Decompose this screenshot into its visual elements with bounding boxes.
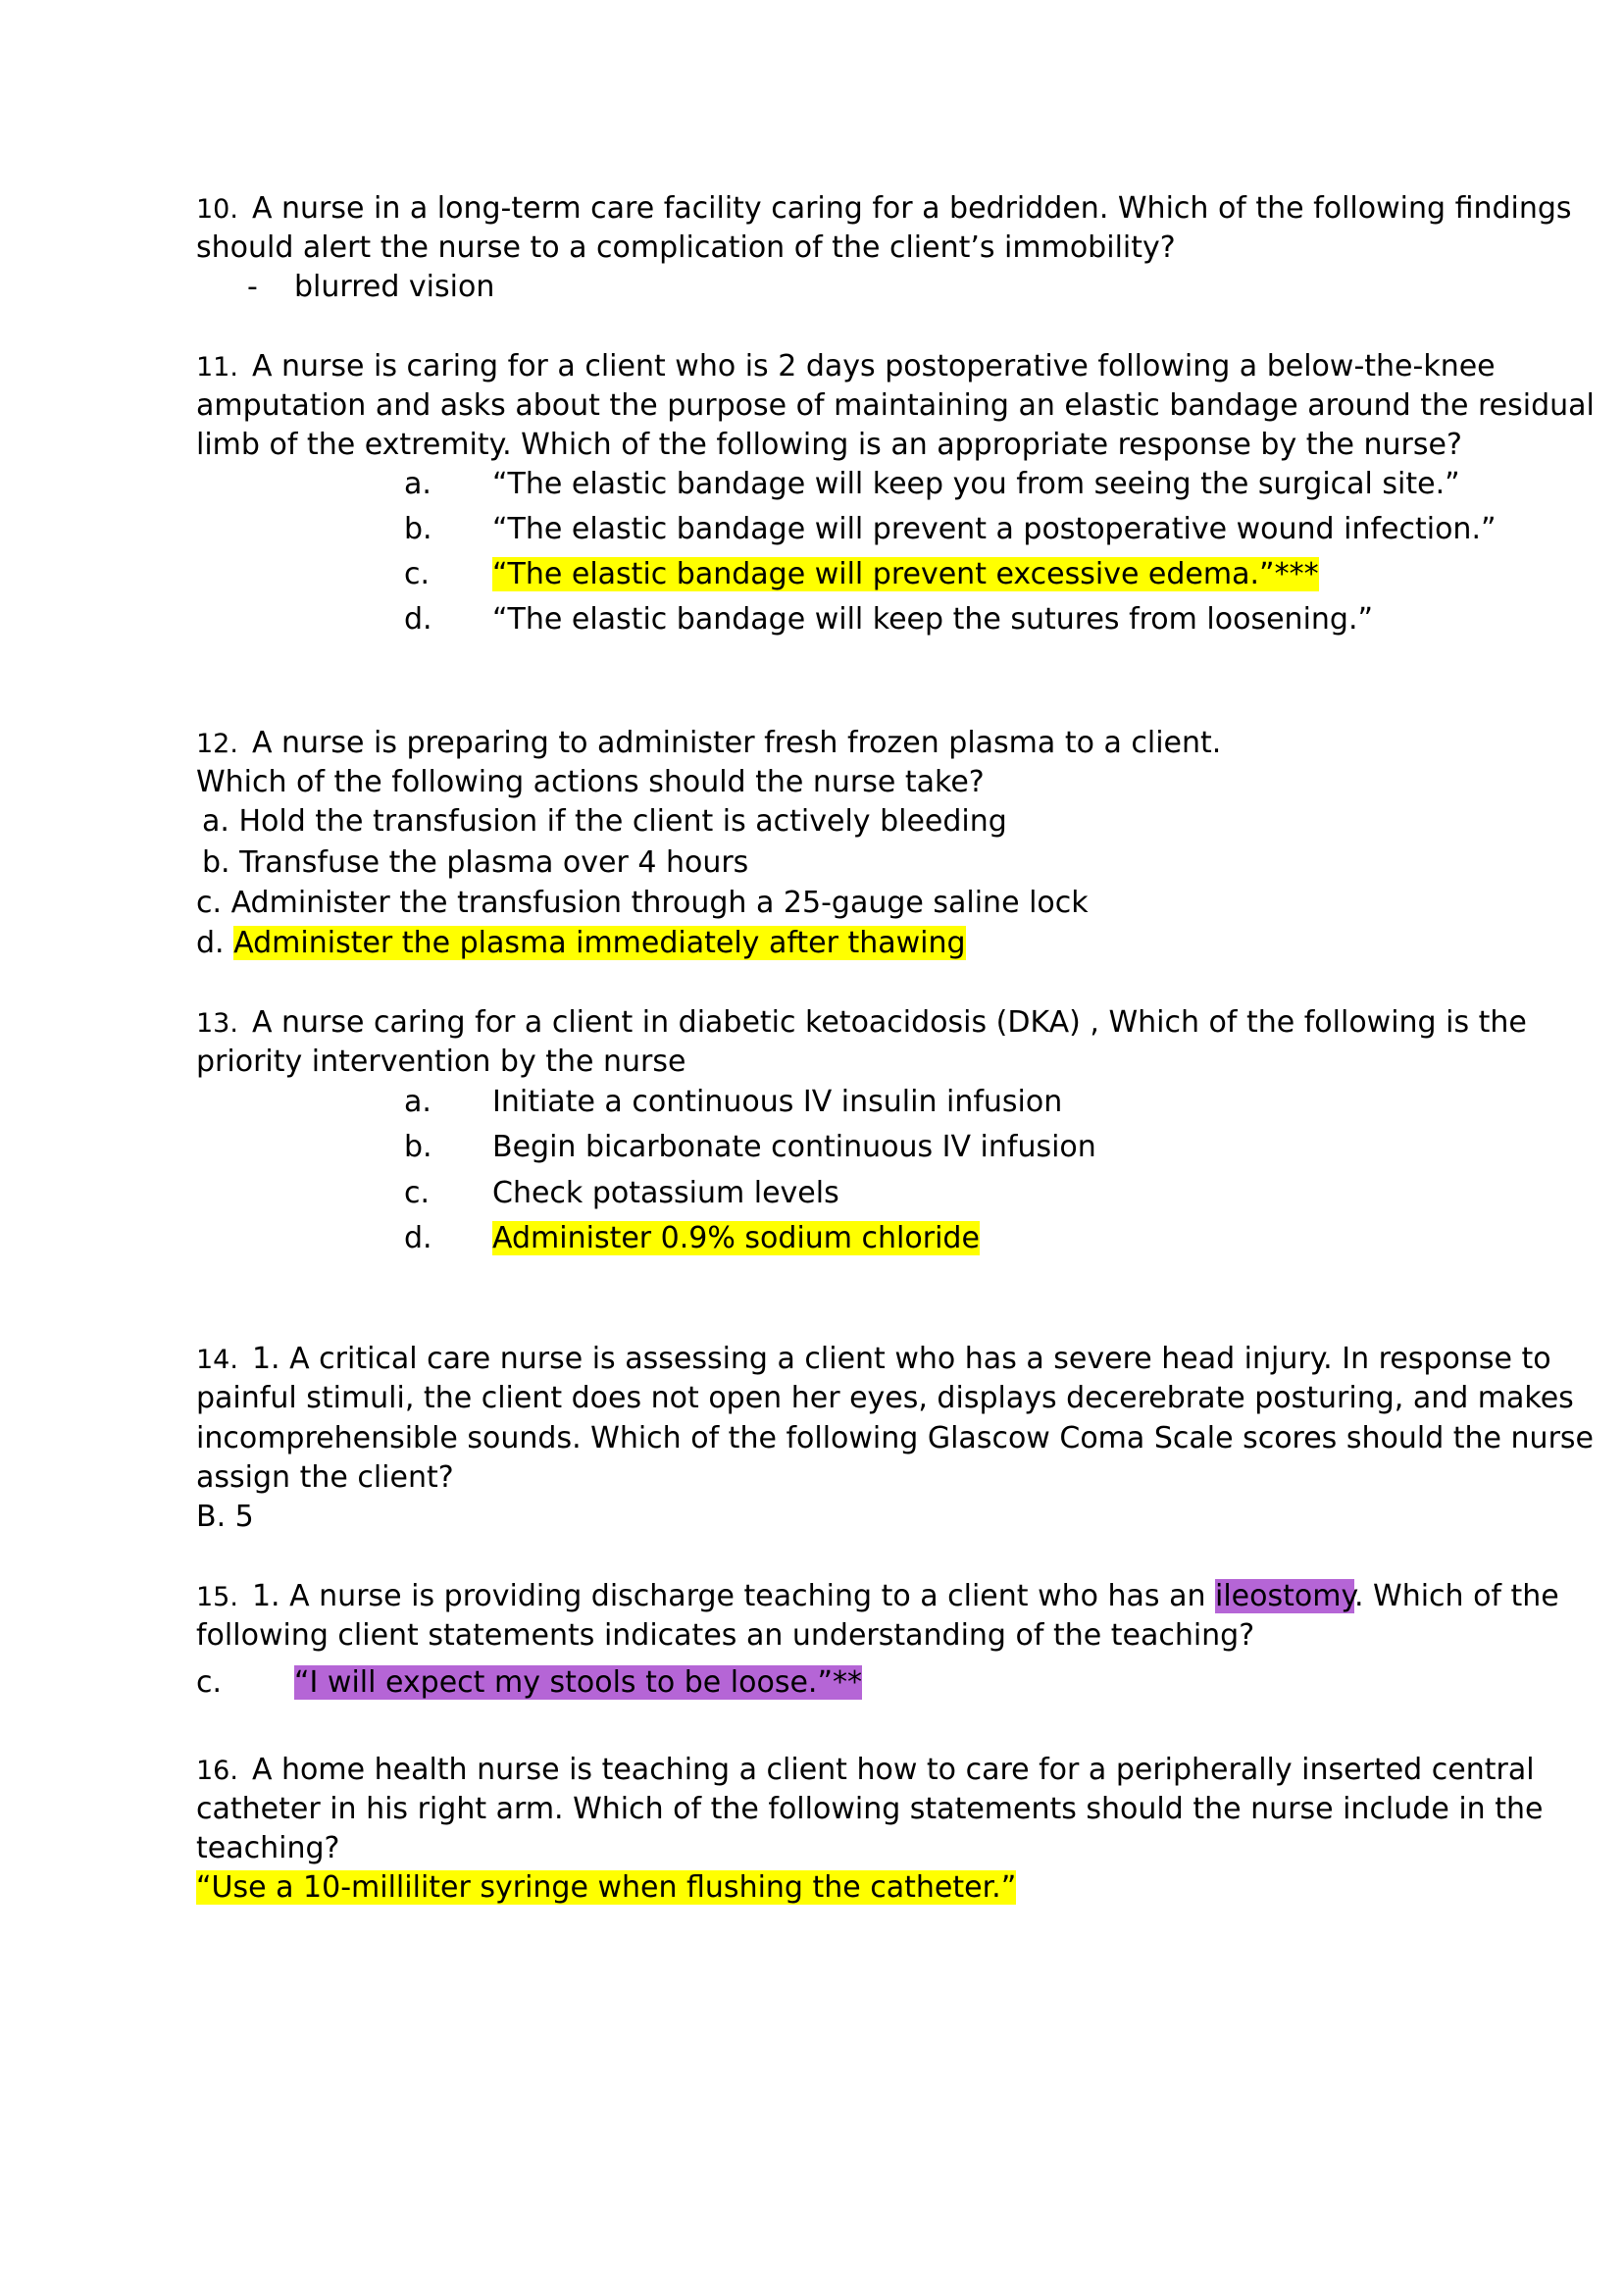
q12-option-d: [196, 924, 966, 963]
q16-text-3: teaching?: [196, 1831, 340, 1865]
q12-text-2: Which of the following actions should the nurse take?: [196, 765, 985, 799]
q16-answer-highlighted: “Use a 10-milliliter syringe when flushing the catheter.”: [196, 1870, 1017, 1905]
q15-number: 15.: [196, 1582, 238, 1612]
q15-text-1-pre: 1. A nurse is providing discharge teaching to a client who has an: [251, 1579, 1216, 1613]
q15-text-2: following client statements indicates an understanding of the teaching?: [196, 1618, 1255, 1653]
q10-text-2: should alert the nurse to a complication of the client’s immobility?: [196, 230, 1176, 265]
q16-text-2: catheter in his right arm. Which of the following statements should the nurse include in the: [196, 1792, 1544, 1826]
q14-line-1: [196, 1340, 1551, 1379]
q14-text-4: assign the client?: [196, 1460, 454, 1495]
q14-number: 14.: [196, 1345, 238, 1375]
q13-option-d-wrap: [492, 1219, 980, 1258]
q15-answer-wrap: [294, 1663, 862, 1703]
q14-answer: B. 5: [196, 1500, 254, 1534]
q12-text-1: A nurse is preparing to administer fresh frozen plasma to a client.: [251, 726, 1222, 760]
q10-line-1: [196, 189, 1572, 229]
q14-text-1: 1. A critical care nurse is assessing a client who has a severe head injury. In response to: [251, 1342, 1551, 1376]
q10-text-1: A nurse in a long-term care facility caring for a bedridden. Which of the following findings: [251, 191, 1572, 226]
q16-text-1: A home health nurse is teaching a client how to care for a peripherally inserted central: [251, 1753, 1535, 1787]
q13-option-a-letter: a.: [404, 1085, 431, 1119]
q15-line-1: [196, 1577, 1559, 1616]
q16-number: 16.: [196, 1756, 238, 1786]
q11-number: 11.: [196, 352, 238, 382]
q14-text-3: incomprehensible sounds. Which of the following Glascow Coma Scale scores should the nurse: [196, 1421, 1594, 1455]
q11-option-a-text: “The elastic bandage will keep you from seeing the surgical site.”: [492, 467, 1460, 501]
q15-answer-text-highlighted: “I will expect my stools to be loose.”**: [294, 1665, 862, 1700]
q12-option-c: c. Administer the transfusion through a 25-gauge saline lock: [196, 886, 1089, 920]
q15-text-1-post: . Which of the: [1353, 1579, 1559, 1613]
q13-option-d-letter: d.: [404, 1221, 432, 1255]
q12-option-b: b. Transfuse the plasma over 4 hours: [202, 845, 749, 880]
q13-text-2: priority intervention by the nurse: [196, 1045, 686, 1079]
q11-option-d-text: “The elastic bandage will keep the sutures from loosening.”: [492, 602, 1374, 637]
q10-number: 10.: [196, 194, 238, 225]
q11-text-1: A nurse is caring for a client who is 2 days postoperative following a below-the-knee: [251, 349, 1496, 383]
q10-answer: blurred vision: [294, 270, 495, 304]
q10-bullet-dash: -: [247, 270, 258, 304]
q13-option-c-text: Check potassium levels: [492, 1176, 839, 1210]
q12-number: 12.: [196, 729, 238, 759]
q12-line-1: [196, 724, 1221, 763]
q12-option-d-text-highlighted: Administer the plasma immediately after thawing: [233, 926, 966, 960]
q11-option-c-text-highlighted: “The elastic bandage will prevent excessive edema.”***: [492, 557, 1319, 591]
q16-line-1: [196, 1751, 1535, 1790]
q16-answer-wrap: [196, 1868, 1016, 1908]
q12-option-d-letter: d.: [196, 926, 225, 960]
q11-option-b-text: “The elastic bandage will prevent a postoperative wound infection.”: [492, 512, 1497, 546]
q11-text-3: limb of the extremity. Which of the following is an appropriate response by the nurse?: [196, 428, 1462, 462]
q11-option-c-wrap: [492, 555, 1319, 594]
q11-option-c-letter: c.: [404, 557, 431, 591]
q13-option-a-text: Initiate a continuous IV insulin infusion: [492, 1085, 1063, 1119]
q11-text-2: amputation and asks about the purpose of maintaining an elastic bandage around the residual: [196, 388, 1595, 423]
q15-text-1-highlighted: ileostomy: [1215, 1579, 1354, 1613]
q13-text-1: A nurse caring for a client in diabetic ketoacidosis (DKA) , Which of the following is the: [251, 1005, 1527, 1040]
q13-option-b-letter: b.: [404, 1130, 432, 1164]
q13-option-c-letter: c.: [404, 1176, 431, 1210]
q12-option-a: a. Hold the transfusion if the client is actively bleeding: [202, 804, 1007, 839]
q13-line-1: [196, 1003, 1527, 1043]
q13-option-b-text: Begin bicarbonate continuous IV infusion: [492, 1130, 1096, 1164]
q11-line-1: [196, 347, 1496, 386]
q14-text-2: painful stimuli, the client does not open her eyes, displays decerebrate posturing, and makes: [196, 1381, 1574, 1415]
q13-number: 13.: [196, 1008, 238, 1039]
q11-option-a-letter: a.: [404, 467, 431, 501]
q15-answer-letter: c.: [196, 1665, 223, 1700]
q11-option-b-letter: b.: [404, 512, 432, 546]
q11-option-d-letter: d.: [404, 602, 432, 637]
q13-option-d-text-highlighted: Administer 0.9% sodium chloride: [492, 1221, 980, 1255]
